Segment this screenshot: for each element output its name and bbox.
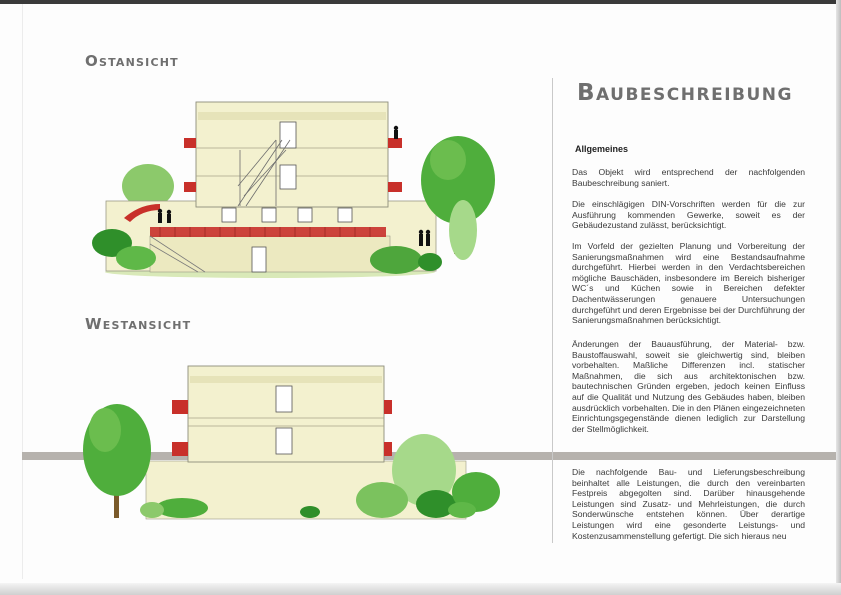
page-title: BAUBESCHREIBUNG xyxy=(577,80,793,106)
east-elevation-drawing xyxy=(92,102,495,278)
paper-edge-right xyxy=(836,0,841,595)
subheading: Allgemeines xyxy=(575,144,629,154)
paragraph-3: Im Vorfeld der gezielten Planung und Vorbereitung der Sanierungsmaßnahmen wird eine Bestandsaufnahme durchgeführt. Hierbei werden in den Verdachtsbereichen mögliche Bauschäden, insbesondere im Bereich bisheriger WC´s und Küchen sowie in Bereichen defekter Dachentwässerungen genauere Untersuchungen durchgeführt und deren Ergebnisse bei der Durchführung der Sanierungsmaßnahmen berücksichtigt. xyxy=(572,241,805,326)
west-elevation-title: WESTANSICHT xyxy=(85,315,192,333)
paragraph-5: Die nachfolgende Bau- und Lieferungsbeschreibung beinhaltet alle Leistungen, die durch den vereinbarten Festpreis abgegolten sind. Darüber hinausgehende Leistungen sind Zusatz- und Mehrleistungen, die durch Sonderwünsche entstehen können. Über derartige Leistungen wird eine gesonderte Leistungs- und Kostenzusammenstellung gefertigt. Die sich hieraus neu xyxy=(572,467,805,541)
paragraph-4: Änderungen der Bauausführung, der Material- bzw. Baustoffauswahl, soweit sie gleichwertig sind, bleiben vorbehalten. Maßliche Differenzen incl. statischer Maßnahmen, die sich aus architektonischen bzw. bautechnischen Gründen ergeben, jedoch keinen Einfluss auf die Qualität und Nutzung des Gebäudes haben, bleiben ausdrücklich vorbehalten. Die in den Plänen eingezeichneten Einrichtungsgegenstände dienen lediglich zur Darstellung der Stellmöglichkeit. xyxy=(572,339,805,434)
paragraph-2: Die einschlägigen DIN-Vorschriften werden für die zur Ausführung kommenden Gewerke, soweit es der Gebäudezustand zulässt, berücksichtigt. xyxy=(572,199,805,231)
paragraph-1: Das Objekt wird entsprechend der nachfolgenden Baubeschreibung saniert. xyxy=(572,167,805,188)
east-elevation-title: OSTANSICHT xyxy=(85,52,179,70)
west-elevation-drawing xyxy=(83,366,500,519)
